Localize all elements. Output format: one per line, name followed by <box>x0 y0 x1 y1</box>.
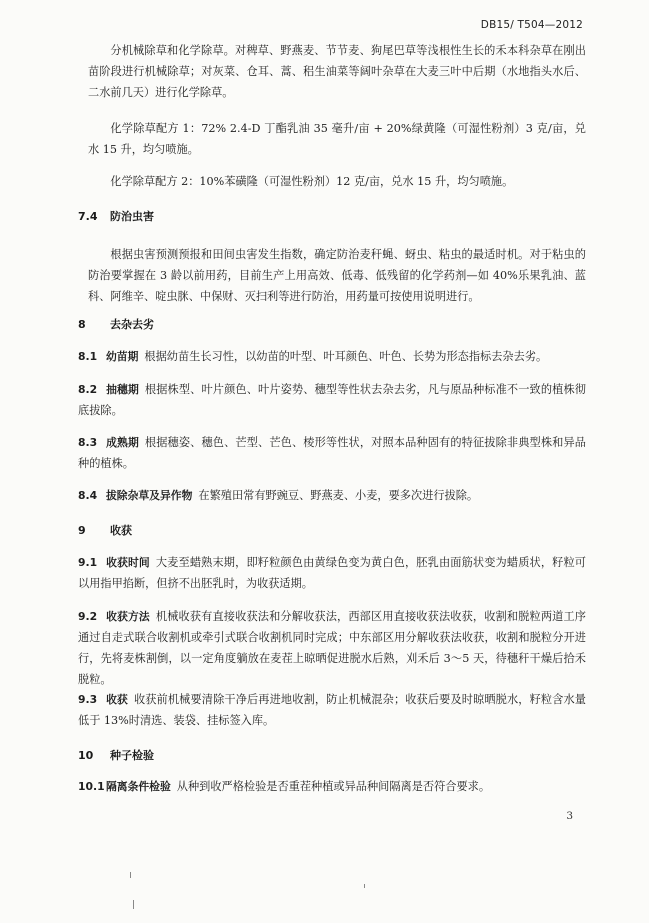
clause-number: 8.4 <box>78 489 98 502</box>
clause-number: 8.2 <box>78 383 98 396</box>
section-heading-harvest <box>78 522 132 538</box>
clause-number: 10.1 <box>78 780 105 793</box>
scan-speck <box>133 900 134 909</box>
pest-control-body: 根据虫害预测预报和田间虫害发生指数，确定防治麦秆蝇、蚜虫、粘虫的最适时机。对于粘虫的防治要掌握在 3 龄以前用药，目前生产上用高效、低毒、低残留的化学药剂—如 40%乐果乳油、蓝科、阿维辛、啶虫脒、中保财、灭扫利等进行防治，用药量可按使用说明进行。 <box>88 248 586 303</box>
clause-text: 收获前机械要清除干净后再进地收割，防止机械混杂；收获后要及时晾晒脱水，籽粒含水量低于 13%时清选、装袋、挂标签入库。 <box>78 693 586 727</box>
clause-term: 收获 <box>106 693 128 706</box>
page-number: 3 <box>566 810 573 822</box>
herbicide-formula-1: 化学除草配方 1：72% 2.4-D 丁酯乳油 35 毫升/亩 + 20%绿黄隆（可湿性粉剂）3 克/亩，兑水 15 升，均匀喷施。 <box>88 122 586 156</box>
clause-8-3 <box>78 432 586 474</box>
clause-number: 9.1 <box>78 556 98 569</box>
clause-term: 收获时间 <box>106 556 150 569</box>
clause-text: 机械收获有直接收获法和分解收获法，西部区用直接收获法收获，收割和脱粒两道工序通过自走式联合收割机或牵引式联合收割机同时完成；中东部区用分解收获法收获，收割和脱粒分开进行，先将麦株割倒，以一定角度躺放在麦茬上晾晒促进脱水后熟，刈禾后 3～5 天，待穗秆干燥后拾禾脱粒。 <box>78 610 586 686</box>
clause-term: 抽穗期 <box>106 383 139 396</box>
weed-control-intro: 分机械除草和化学除草。对稗草、野燕麦、节节麦、狗尾巴草等浅根性生长的禾本科杂草在刚出苗阶段进行机械除草；对灰菜、仓耳、蒿、稆生油菜等阔叶杂草在大麦三叶中后期（水地指头水后、二水前几天）进行化学除草。 <box>88 44 586 99</box>
standard-code: DB15/ T504—2012 <box>480 19 583 31</box>
clause-term: 成熟期 <box>106 436 139 449</box>
scan-speck <box>364 884 365 888</box>
clause-9-1 <box>78 552 586 594</box>
clause-number: 8.3 <box>78 436 98 449</box>
section-number: 10 <box>78 749 94 762</box>
clause-8-4 <box>78 485 586 506</box>
clause-number: 9.2 <box>78 610 98 623</box>
section-number: 7.4 <box>78 210 98 223</box>
clause-term: 拔除杂草及异作物 <box>106 489 193 502</box>
section-title: 防治虫害 <box>110 210 154 223</box>
section-title: 种子检验 <box>110 749 154 762</box>
clause-text: 根据株型、叶片颜色、叶片姿势、穗型等性状去杂去劣，凡与原品种标准不一致的植株彻底拔除。 <box>78 383 586 417</box>
section-heading-roguing <box>78 316 154 332</box>
clause-text: 大麦至蜡熟末期，即籽粒颜色由黄绿色变为黄白色，胚乳由面筋状变为蜡质状，籽粒可以用指甲掐断，但挤不出胚乳时，为收获适期。 <box>78 556 586 590</box>
clause-text: 根据幼苗生长习性，以幼苗的叶型、叶耳颜色、叶色、长势为形态指标去杂去劣。 <box>144 350 548 363</box>
clause-term: 收获方法 <box>106 610 150 623</box>
herbicide-formula-2: 化学除草配方 2：10%苯磺隆（可湿性粉剂）12 克/亩，兑水 15 升，均匀喷施。 <box>110 175 514 188</box>
section-heading-pest-control <box>78 208 154 224</box>
clause-9-3 <box>78 689 586 731</box>
section-title: 收获 <box>110 524 132 537</box>
clause-text: 根据穗姿、穗色、芒型、芒色、棱形等性状，对照本品种固有的特征拔除非典型株和异品种的植株。 <box>78 436 586 470</box>
clause-text: 从种到收严格检验是否重茬种植或异品种间隔离是否符合要求。 <box>176 780 491 793</box>
clause-8-2 <box>78 379 586 421</box>
section-title: 去杂去劣 <box>110 318 154 331</box>
clause-term: 幼苗期 <box>106 350 139 363</box>
section-heading-seed-inspection <box>78 747 154 763</box>
clause-number: 8.1 <box>78 350 98 363</box>
section-number: 8 <box>78 318 86 331</box>
clause-8-1 <box>78 346 586 367</box>
clause-number: 9.3 <box>78 693 98 706</box>
clause-9-2 <box>78 606 586 690</box>
section-number: 9 <box>78 524 86 537</box>
clause-10-1 <box>78 776 586 797</box>
clause-term: 隔离条件检验 <box>106 780 171 793</box>
scan-speck <box>130 872 131 878</box>
clause-text: 在繁殖田常有野豌豆、野燕麦、小麦，要多次进行拔除。 <box>198 489 479 502</box>
